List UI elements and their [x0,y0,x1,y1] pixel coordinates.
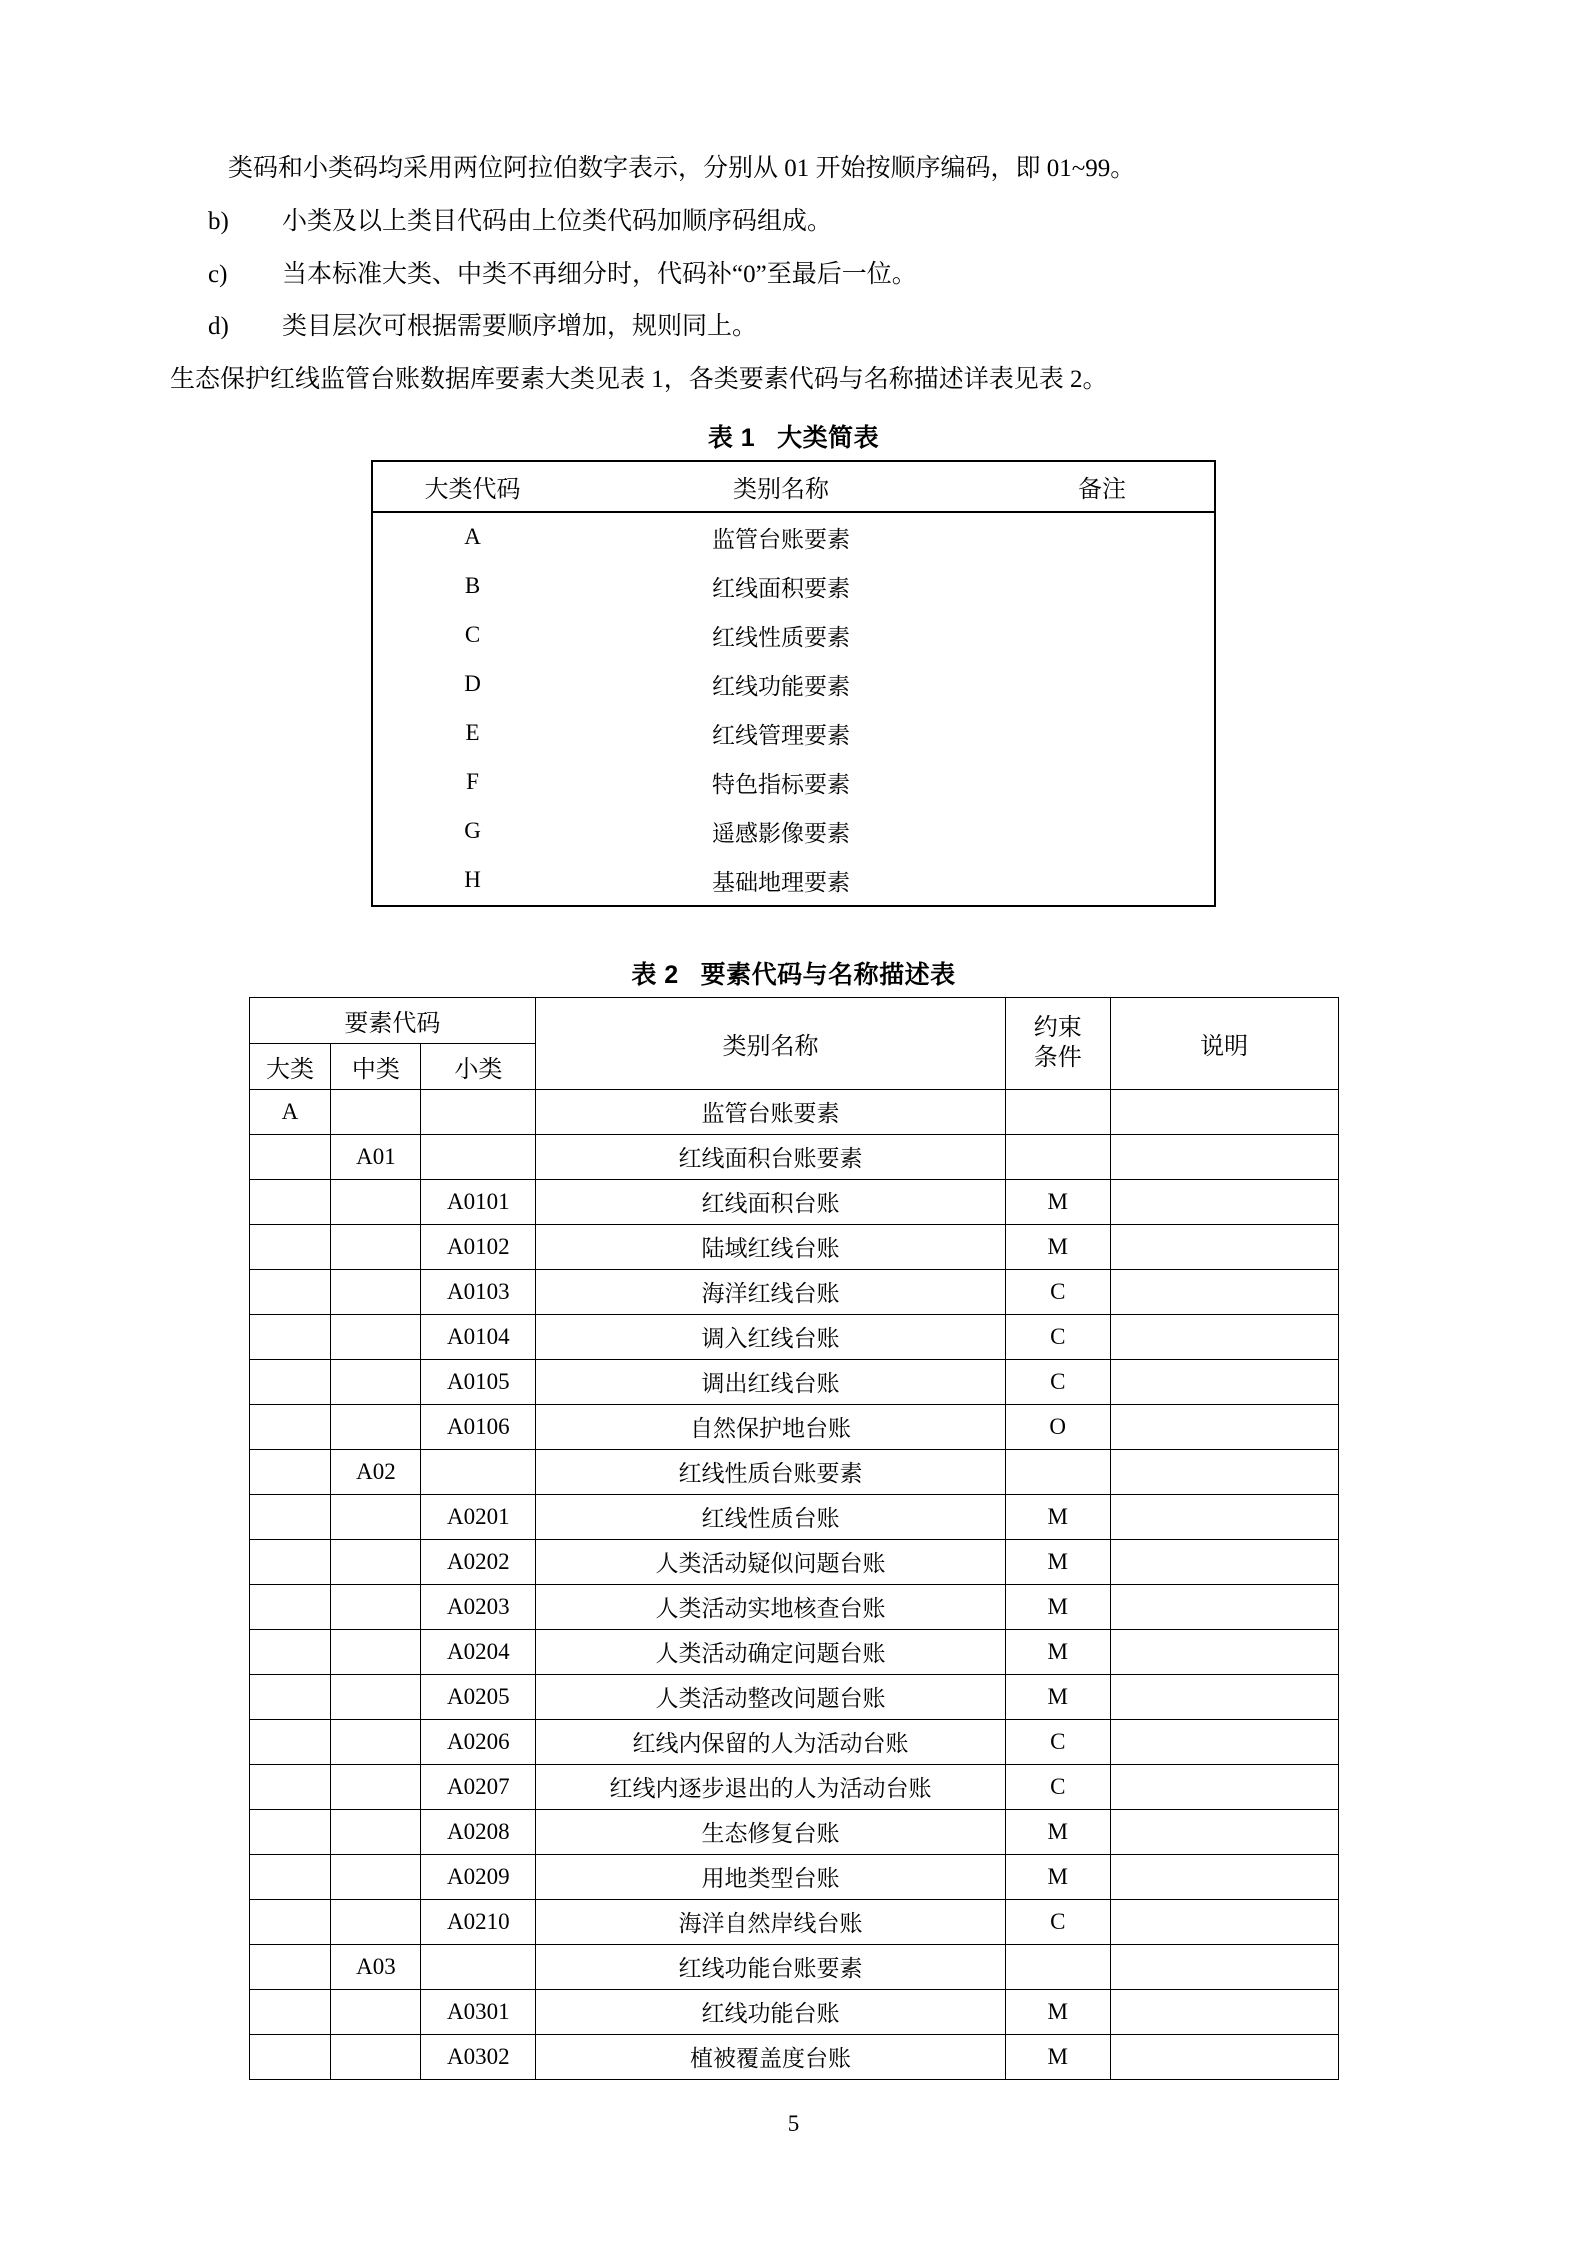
cell-minor [421,1089,536,1134]
cell-middle [331,1089,421,1134]
cell-condition [1005,1449,1110,1494]
cell-condition [1005,1944,1110,1989]
cell-middle [331,1314,421,1359]
cell-middle [331,1899,421,1944]
cell-major [249,1314,331,1359]
list-item [170,308,1417,347]
cell-name: 人类活动实地核查台账 [536,1584,1005,1629]
table1-header-remark: 备注 [990,461,1215,512]
cell-name: 人类活动确定问题台账 [536,1629,1005,1674]
cell-condition [1005,1089,1110,1134]
cell-middle: A02 [331,1449,421,1494]
cell-name: 调出红线台账 [536,1359,1005,1404]
cell-name: 监管台账要素 [536,1089,1005,1134]
table-row [249,1764,1338,1809]
table-row [372,807,1215,856]
table2-header-major: 大类 [249,1043,331,1089]
cell-middle [331,1269,421,1314]
table-row [372,611,1215,660]
table-row [249,1359,1338,1404]
cell-middle [331,1989,421,2034]
cell-name: 红线功能要素 [712,673,851,699]
cell-condition [1005,1134,1110,1179]
table-row [249,1494,1338,1539]
cell-description [1110,1359,1338,1404]
cell-minor: A0101 [421,1179,536,1224]
cell-condition: C [1005,1899,1110,1944]
cell-major [249,1629,331,1674]
cell-minor: A0106 [421,1404,536,1449]
cell-condition: M [1005,1809,1110,1854]
cell-middle [331,1179,421,1224]
table1-caption-title: 大类简表 [777,423,880,452]
cell-description [1110,1944,1338,1989]
cell-remark [990,562,1215,611]
cell-condition: M [1005,1584,1110,1629]
cell-minor: A0206 [421,1719,536,1764]
table-row [249,1449,1338,1494]
cell-major: A [249,1089,331,1134]
cell-minor: A0204 [421,1629,536,1674]
element-code-table [249,997,1339,2080]
cell-condition: M [1005,1854,1110,1899]
cell-minor: A0105 [421,1359,536,1404]
cell-minor: A0207 [421,1764,536,1809]
cell-middle: A03 [331,1944,421,1989]
cell-major [249,1899,331,1944]
cell-description [1110,1314,1338,1359]
cell-middle [331,1764,421,1809]
cell-major [249,1674,331,1719]
cell-condition: C [1005,1719,1110,1764]
cell-middle [331,1584,421,1629]
cell-condition: C [1005,1764,1110,1809]
cell-minor [421,1134,536,1179]
cell-major [249,1134,331,1179]
cell-name: 红线面积要素 [712,575,851,601]
cell-name: 红线面积台账 [536,1179,1005,1224]
cell-major [249,1719,331,1764]
cell-major [249,1989,331,2034]
list-item-text: 小类及以上类目代码由上位类代码加顺序码组成。 [282,207,833,235]
cell-condition: C [1005,1359,1110,1404]
cell-description [1110,1719,1338,1764]
cell-name: 红线性质要素 [712,624,851,650]
cell-major [249,1584,331,1629]
closing-paragraph: 生态保护红线监管台账数据库要素大类见表 1，各类要素代码与名称描述详表见表 2。 [170,366,1108,393]
table2-header-minor: 小类 [421,1043,536,1089]
table2-caption-title: 要素代码与名称描述表 [700,960,956,989]
cell-name: 红线内逐步退出的人为活动台账 [536,1764,1005,1809]
table2-header-code-group: 要素代码 [249,997,536,1043]
cell-description [1110,1809,1338,1854]
intro-section [170,150,1417,400]
cell-minor: A0209 [421,1854,536,1899]
cell-description [1110,1629,1338,1674]
cell-minor [421,1449,536,1494]
cell-description [1110,1494,1338,1539]
cell-remark [990,758,1215,807]
table-row [249,1269,1338,1314]
table1-header-name: 类别名称 [572,461,990,512]
cell-condition: M [1005,1989,1110,2034]
cell-description [1110,2034,1338,2079]
cell-name: 植被覆盖度台账 [536,2034,1005,2079]
cell-middle [331,2034,421,2079]
cell-middle [331,1404,421,1449]
cell-condition: C [1005,1269,1110,1314]
table-row [249,1719,1338,1764]
cell-name: 生态修复台账 [536,1809,1005,1854]
cell-code: A [464,524,481,550]
condition-line-2: 条件 [1033,1045,1082,1072]
cell-major [249,2034,331,2079]
table1-caption-number: 表 1 [707,423,756,452]
cell-name: 人类活动疑似问题台账 [536,1539,1005,1584]
major-category-table [371,460,1216,907]
cell-middle [331,1494,421,1539]
table-row [372,709,1215,758]
table1-header-code: 大类代码 [372,461,572,512]
cell-major [249,1809,331,1854]
cell-description [1110,1179,1338,1224]
cell-name: 红线内保留的人为活动台账 [536,1719,1005,1764]
cell-code: H [464,867,481,893]
table-row [249,1809,1338,1854]
cell-description [1110,1224,1338,1269]
cell-name: 监管台账要素 [712,526,851,552]
cell-name: 红线面积台账要素 [536,1134,1005,1179]
list-item-marker: b) [208,207,229,235]
list-item-text: 类目层次可根据需要顺序增加，规则同上。 [282,313,758,341]
cell-minor: A0301 [421,1989,536,2034]
cell-code: E [465,720,480,746]
table-row [249,1899,1338,1944]
table-row [249,1134,1338,1179]
cell-minor: A0208 [421,1809,536,1854]
list-item-text: 当本标准大类、中类不再细分时，代码补“0”至最后一位。 [282,260,917,288]
cell-name: 基础地理要素 [712,869,851,895]
list-item [170,203,1417,242]
table2-header-condition [1005,997,1110,1089]
cell-description [1110,1854,1338,1899]
cell-name: 调入红线台账 [536,1314,1005,1359]
cell-major [249,1269,331,1314]
cell-name: 特色指标要素 [712,771,851,797]
table-row [249,1854,1338,1899]
table-row [372,856,1215,906]
table-row [249,1629,1338,1674]
cell-middle [331,1539,421,1584]
table-row [249,1944,1338,1989]
cell-major [249,1944,331,1989]
cell-minor: A0202 [421,1539,536,1584]
cell-middle [331,1854,421,1899]
cell-name: 陆域红线台账 [536,1224,1005,1269]
cell-middle [331,1809,421,1854]
list-item-marker: d) [208,313,229,341]
table2-body [249,1089,1338,2079]
cell-remark [990,807,1215,856]
cell-condition: M [1005,2034,1110,2079]
table-row [249,1989,1338,2034]
cell-minor: A0205 [421,1674,536,1719]
cell-name: 红线性质台账 [536,1494,1005,1539]
cell-name: 用地类型台账 [536,1854,1005,1899]
cell-code: G [464,818,481,844]
table2-header-description: 说明 [1110,997,1338,1089]
table-row [249,1404,1338,1449]
cell-name: 红线性质台账要素 [536,1449,1005,1494]
table-row [372,512,1215,562]
cell-condition: C [1005,1314,1110,1359]
cell-major [249,1494,331,1539]
cell-description [1110,1989,1338,2034]
table2-header-row-1 [249,997,1338,1043]
cell-middle: A01 [331,1134,421,1179]
cell-minor: A0104 [421,1314,536,1359]
table-row [372,562,1215,611]
cell-condition: M [1005,1674,1110,1719]
table1-caption [170,418,1417,454]
cell-major [249,1764,331,1809]
cell-condition: M [1005,1224,1110,1269]
cell-middle [331,1719,421,1764]
table-row [249,2034,1338,2079]
cell-description [1110,1449,1338,1494]
cell-minor: A0210 [421,1899,536,1944]
lead-paragraph: 类码和小类码均采用两位阿拉伯数字表示，分别从 01 开始按顺序编码，即 01~99。 [228,155,1136,182]
cell-major [249,1179,331,1224]
list-item [170,256,1417,295]
cell-name: 红线功能台账 [536,1989,1005,2034]
cell-minor: A0302 [421,2034,536,2079]
table-row [372,660,1215,709]
cell-condition: M [1005,1629,1110,1674]
cell-major [249,1404,331,1449]
table-row [249,1539,1338,1584]
cell-name: 海洋红线台账 [536,1269,1005,1314]
cell-major [249,1449,331,1494]
cell-description [1110,1584,1338,1629]
cell-middle [331,1224,421,1269]
cell-name: 红线管理要素 [712,722,851,748]
table2-header-middle: 中类 [331,1043,421,1089]
cell-remark [990,512,1215,562]
list-item-marker: c) [208,260,228,288]
cell-minor: A0203 [421,1584,536,1629]
cell-middle [331,1629,421,1674]
cell-description [1110,1404,1338,1449]
cell-minor: A0103 [421,1269,536,1314]
table2-caption-number: 表 2 [631,960,679,989]
cell-major [249,1359,331,1404]
cell-description [1110,1134,1338,1179]
condition-line-1: 约束 [1033,1015,1082,1042]
table-row [249,1314,1338,1359]
page-number: 5 [787,2111,800,2136]
cell-name: 海洋自然岸线台账 [536,1899,1005,1944]
table1-header-row [372,461,1215,512]
table-row [249,1674,1338,1719]
cell-major [249,1854,331,1899]
cell-minor: A0102 [421,1224,536,1269]
cell-description [1110,1269,1338,1314]
cell-name: 红线功能台账要素 [536,1944,1005,1989]
table-row [249,1584,1338,1629]
cell-condition: M [1005,1179,1110,1224]
cell-description [1110,1764,1338,1809]
cell-description [1110,1899,1338,1944]
cell-description [1110,1089,1338,1134]
cell-remark [990,709,1215,758]
cell-code: D [464,671,481,697]
cell-description [1110,1674,1338,1719]
cell-name: 人类活动整改问题台账 [536,1674,1005,1719]
table-row [249,1224,1338,1269]
cell-code: F [466,769,479,795]
table-row [249,1089,1338,1134]
table2-caption [170,955,1417,991]
cell-code: C [464,622,481,648]
cell-condition: O [1005,1404,1110,1449]
cell-remark [990,660,1215,709]
cell-major [249,1539,331,1584]
table-row [249,1179,1338,1224]
cell-code: B [464,573,481,599]
cell-name: 自然保护地台账 [536,1404,1005,1449]
cell-name: 遥感影像要素 [712,820,851,846]
cell-condition: M [1005,1494,1110,1539]
cell-minor [421,1944,536,1989]
cell-description [1110,1539,1338,1584]
cell-condition: M [1005,1539,1110,1584]
cell-remark [990,611,1215,660]
table-row [372,758,1215,807]
cell-minor: A0201 [421,1494,536,1539]
cell-middle [331,1359,421,1404]
cell-remark [990,856,1215,906]
cell-major [249,1224,331,1269]
cell-middle [331,1674,421,1719]
table2-header-name: 类别名称 [536,997,1005,1089]
